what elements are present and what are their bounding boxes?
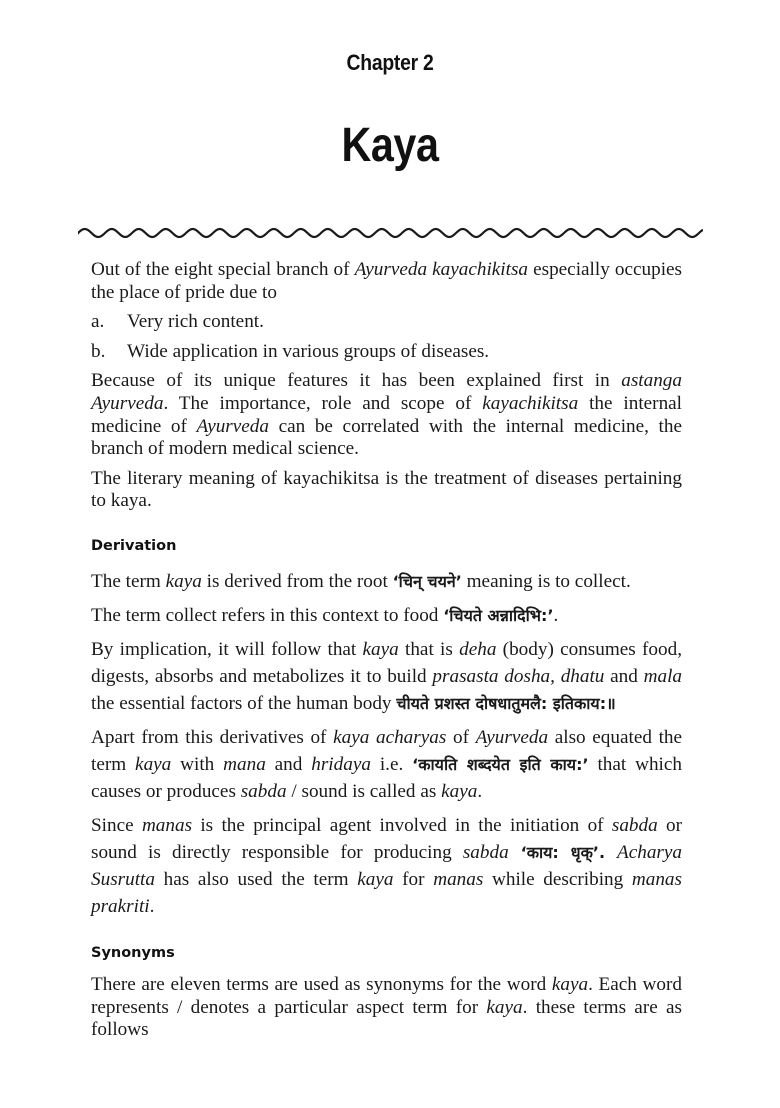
intro-paragraph-2 [91,370,682,460]
italic-term: manas [433,868,484,890]
text-run: while describing [483,868,632,890]
wavy-divider [78,222,703,244]
list-item [91,311,682,334]
text-run: i.e. [370,753,413,775]
italic-term: kaya [362,638,399,660]
sanskrit-text: ‘चिन् चयने’ [392,571,462,591]
text-run: that which causes or produces [91,753,682,802]
sanskrit-text: चीयते प्रशस्त दोषधातुमलै: इतिकाय:॥ [396,693,616,713]
text-run: There are eleven terms are used as synonyms for the word [91,974,552,996]
text-run: . these terms are as follows [91,996,682,1041]
list-marker: b. [91,340,106,362]
italic-term: mana [223,753,266,775]
intro-paragraph-3: The literary meaning of kayachikitsa is the treatment of diseases pertaining to kaya. [91,467,682,512]
italic-term: kaya [441,780,478,802]
text-run: and [604,665,644,687]
text-run: Because of its unique features it has been explained first in [91,370,622,392]
chapter-body [91,259,682,1049]
text-run: The term [91,570,166,592]
italic-term: kaya [165,570,202,592]
text-run: for [393,868,434,890]
text-run: and [265,753,312,775]
italic-term: Ayurveda [196,415,269,437]
text-run: can be correlated with the internal medicine, the branch of modern medical science. [91,415,682,460]
chapter-title: Kaya [341,119,439,172]
text-run: is derived from the root [201,570,393,592]
text-run: with [171,753,224,775]
text-run: . [477,780,483,802]
italic-term: manas [141,814,193,836]
italic-term: manas prakriti [91,868,682,917]
text-run: also equated the term [91,726,683,775]
italic-term: deha [459,638,497,660]
derivation-paragraph-2 [91,602,682,629]
text-run: Since [91,814,142,836]
text-run: Apart from this derivatives of [91,726,334,748]
text-run: of [446,726,476,748]
section-heading-synonyms: Synonyms [91,944,175,961]
text-run: . Each word represents / denotes a particular aspect term for [91,974,682,1018]
sanskrit-text: ‘काय: धृक्’. [508,842,617,862]
text-run: the essential factors of the human body [91,692,397,714]
intro-paragraph-1 [91,259,682,304]
italic-term: kaya [135,753,172,775]
text-run: (body) consumes food, digests, absorbs and metabolizes it to build [91,638,682,687]
list-item-text: Very rich content. [127,311,264,333]
text-run: especially occupies the place of pride due to [91,259,683,303]
text-run: that is [398,638,460,660]
italic-term: kaya [486,996,523,1018]
text-run: . [553,604,559,626]
italic-term: hridaya [311,753,371,775]
list-item [91,341,682,364]
text-run: . [149,895,155,917]
text-run: . The importance, role and scope of [163,392,483,414]
text-run: has also used the term [154,868,358,890]
italic-term: kayachikitsa [482,392,579,414]
list-item-text: Wide application in various groups of diseases. [127,340,490,362]
derivation-paragraph-1 [91,568,682,595]
italic-term: astanga Ayurveda [91,370,682,414]
text-run: The term collect refers in this context to food [91,604,444,626]
italic-term: Acharya Susrutta [91,841,683,890]
italic-term: sabda [611,814,658,836]
derivation-paragraph-3 [91,636,682,717]
italic-term: sabda [240,780,287,802]
text-run: meaning is to collect. [461,570,631,592]
italic-term: kaya [551,974,589,996]
italic-term: Ayurveda [475,726,549,748]
sanskrit-text: ‘कायति शब्दयेत इति काय:’ [412,754,589,774]
text-run: the internal medicine of [91,392,683,437]
list-marker: a. [91,311,105,333]
italic-term: mala [643,665,683,687]
text-run: / sound is called as [286,780,442,802]
italic-term: Ayurveda kayachikitsa [354,259,529,280]
italic-term: kaya [357,868,394,890]
italic-term: sabda [462,841,509,863]
text-run: Out of the eight special branch of [91,259,355,280]
derivation-paragraph-5 [91,812,682,920]
chapter-label: Chapter 2 [346,50,434,75]
derivation-paragraph-4 [91,724,682,805]
text-run: is the principal agent involved in the initiation of [192,814,612,836]
italic-term: prasasta dosha, dhatu [432,665,605,687]
section-heading-derivation: Derivation [91,537,177,554]
sanskrit-text: ‘चियते अन्नादिभि:’ [443,605,554,625]
text-run: By implication, it will follow that [91,638,363,660]
italic-term: kaya acharyas [333,726,447,748]
text-run: or sound is directly responsible for producing [91,814,682,863]
synonyms-paragraph-1 [91,974,682,1042]
